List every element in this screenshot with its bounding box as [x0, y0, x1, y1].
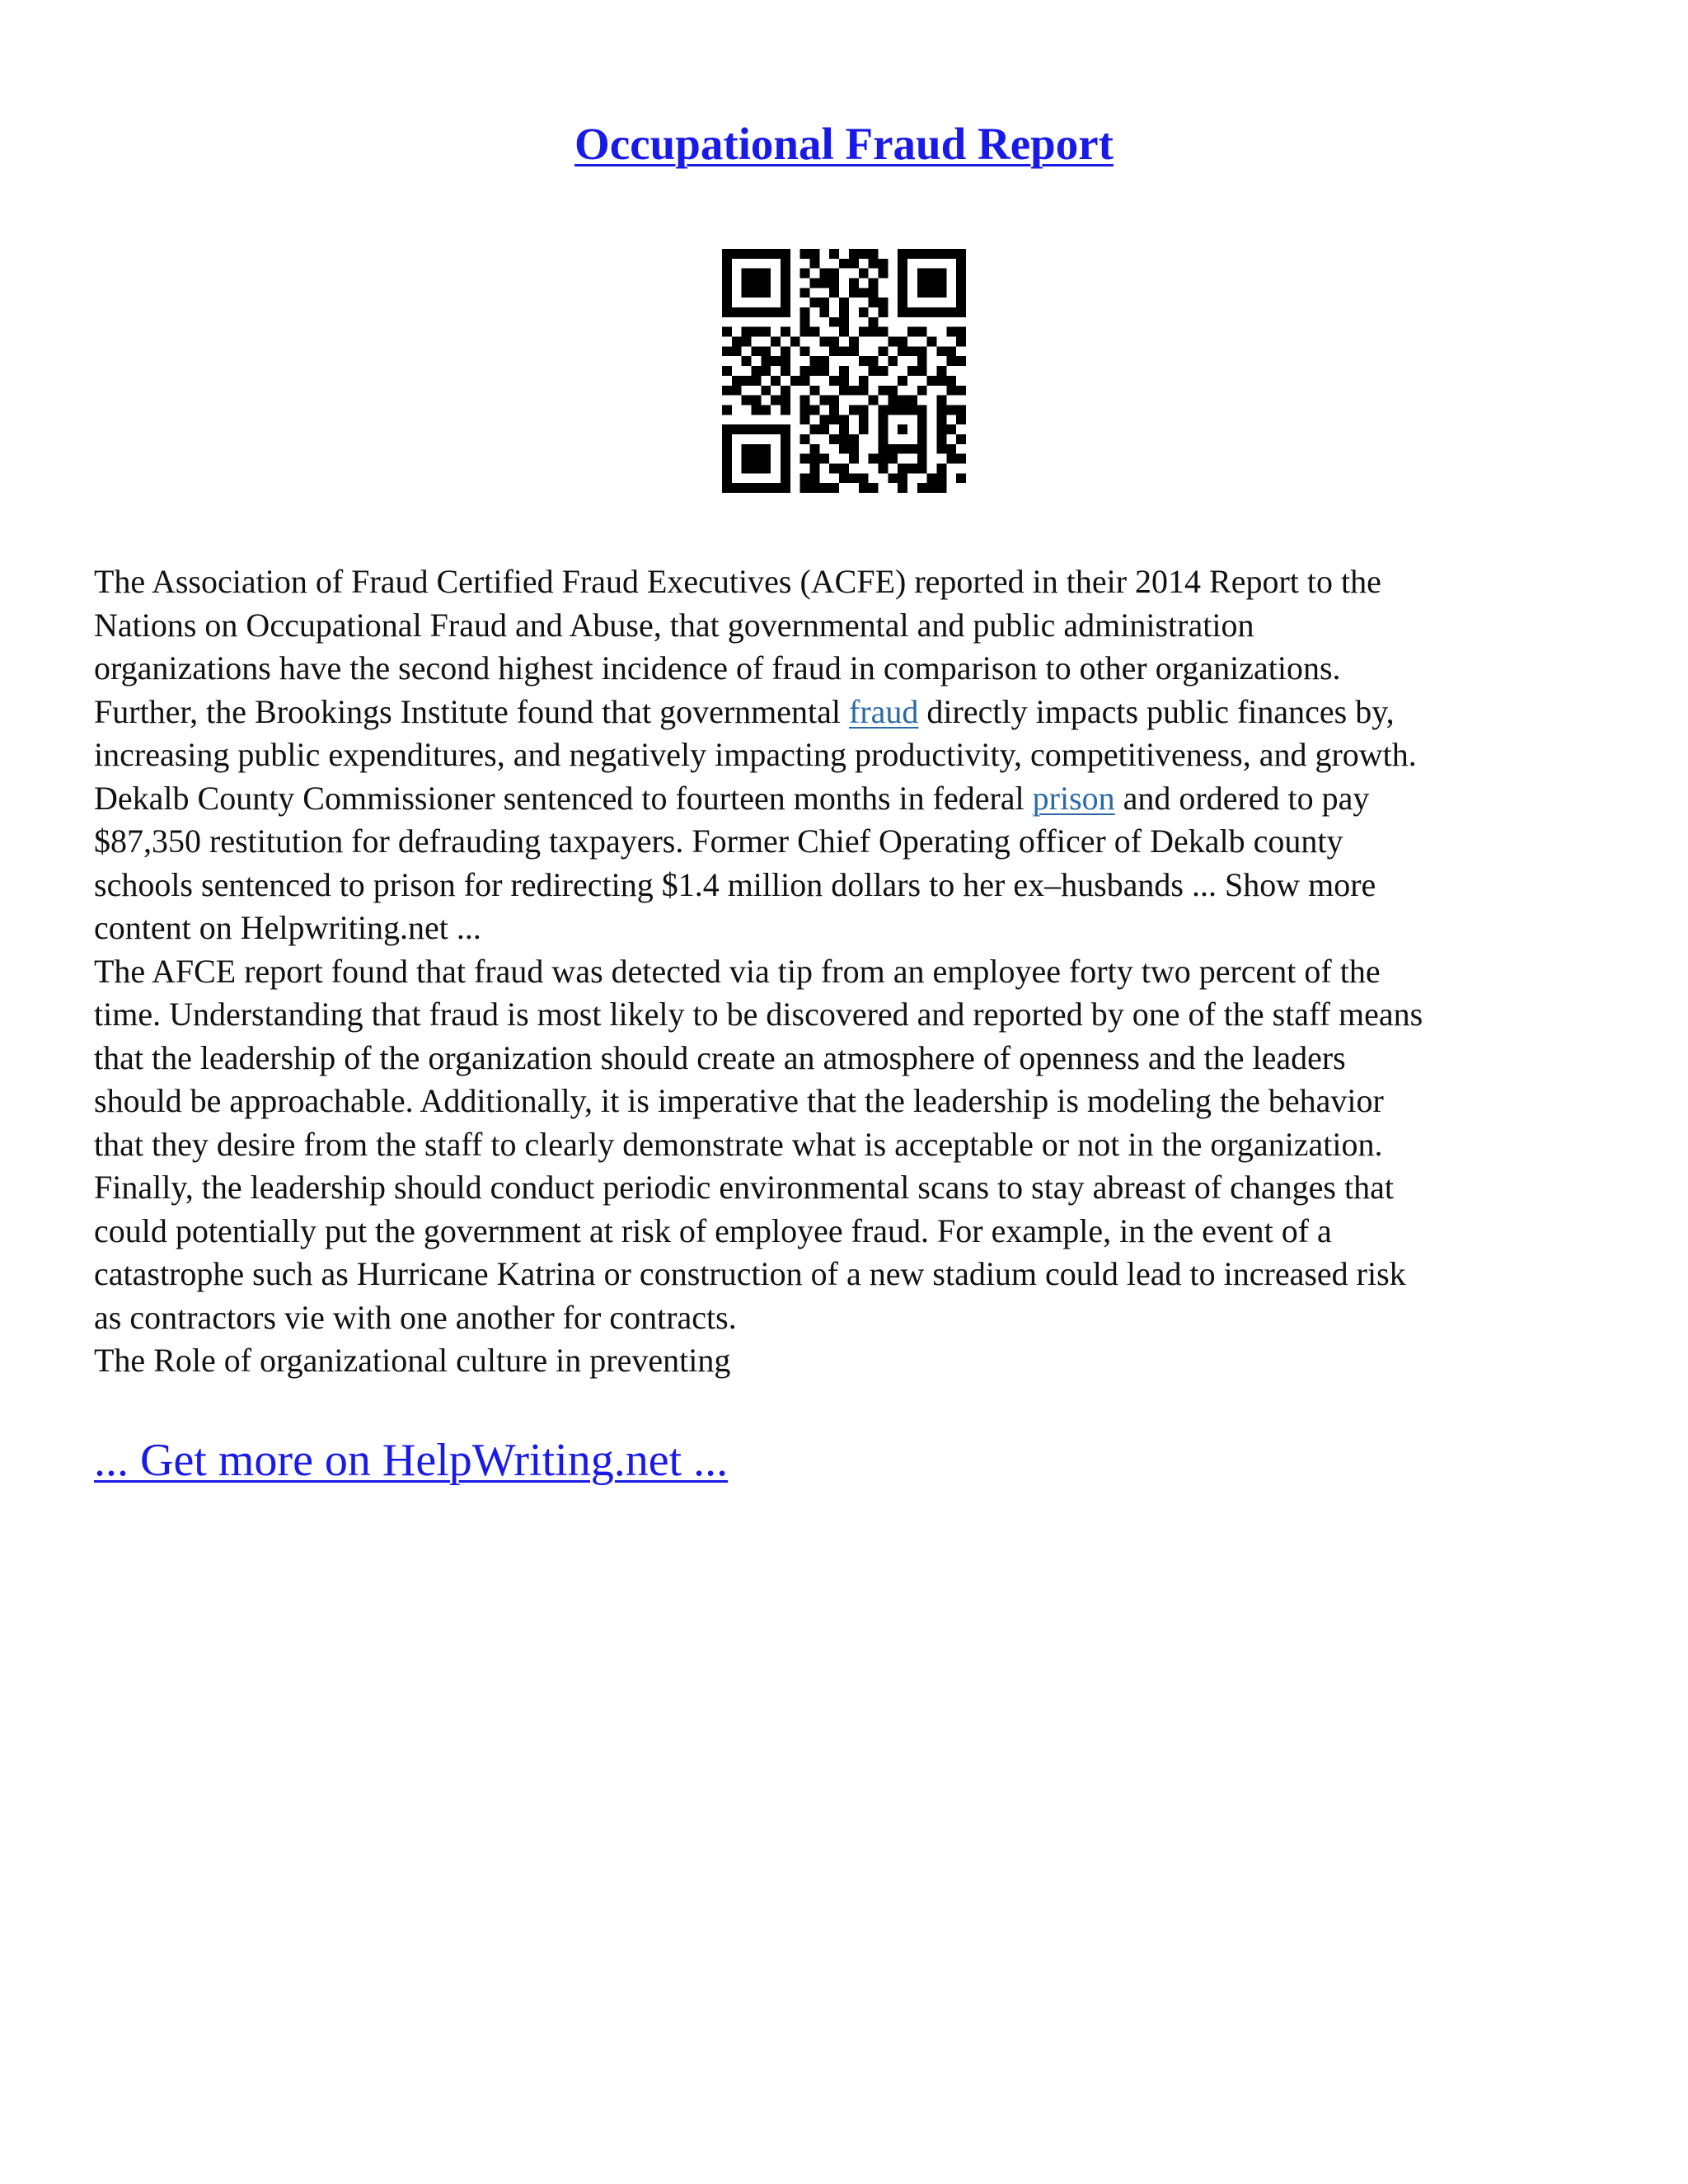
prison-link[interactable]: prison	[1032, 779, 1115, 817]
article-body	[94, 560, 1602, 1383]
fraud-link[interactable]: fraud	[849, 692, 919, 730]
paragraph-2-line: that the leadership of the organization should create an atmosphere of openness and the leaders	[94, 1038, 1346, 1076]
paragraph-1-line	[94, 691, 1602, 734]
text-segment: and ordered to pay	[1114, 779, 1370, 817]
paragraph-1-line: $87,350 restitution for defrauding taxpayers. Former Chief Operating officer of Dekalb county	[94, 823, 1343, 860]
text-segment: directly impacts public finances by,	[918, 692, 1395, 730]
paragraph-1-line: organizations have the second highest incidence of fraud in comparison to other organizations.	[94, 649, 1341, 687]
paragraph-1-line: The Association of Fraud Certified Fraud Executives (ACFE) reported in their 2014 Report to the	[94, 563, 1381, 600]
paragraph-1-line: schools sentenced to prison for redirecting $1.4 million dollars to her ex–husbands ... Show more	[94, 865, 1376, 903]
qr-code-icon	[722, 249, 966, 493]
paragraph-1-line	[94, 777, 1602, 821]
paragraph-2-line: could potentially put the government at risk of employee fraud. For example, in the event of a	[94, 1212, 1332, 1249]
text-segment: Further, the Brookings Institute found that governmental	[94, 692, 850, 730]
paragraph-2-line: The AFCE report found that fraud was detected via tip from an employee forty two percent of the	[94, 952, 1381, 990]
get-more-link[interactable]: ... Get more on HelpWriting.net ...	[94, 1435, 729, 1486]
paragraph-1-line: content on Helpwriting.net ...	[94, 909, 481, 946]
text-segment: Dekalb County Commissioner sentenced to fourteen months in federal	[94, 779, 1033, 817]
paragraph-2-line: catastrophe such as Hurricane Katrina or construction of a new stadium could lead to increased risk	[94, 1255, 1406, 1292]
paragraph-2-line: that they desire from the staff to clearly demonstrate what is acceptable or not in the organization.	[94, 1125, 1383, 1163]
paragraph-2-line: should be approachable. Additionally, it is imperative that the leadership is modeling the behavior	[94, 1082, 1384, 1119]
paragraph-1-line: Nations on Occupational Fraud and Abuse, that governmental and public administration	[94, 606, 1254, 644]
paragraph-2-line: time. Understanding that fraud is most likely to be discovered and reported by one of the staff means	[94, 996, 1423, 1033]
paragraph-1-line: increasing public expenditures, and negatively impacting productivity, competitiveness, and growth.	[94, 736, 1417, 773]
page-title	[0, 117, 1688, 171]
title-link[interactable]: Occupational Fraud Report	[574, 119, 1114, 169]
get-more-section	[94, 1432, 728, 1488]
paragraph-2-line: as contractors vie with one another for contracts.	[94, 1298, 737, 1336]
paragraph-3-line: The Role of organizational culture in preventing	[94, 1342, 731, 1379]
paragraph-2-line: Finally, the leadership should conduct periodic environmental scans to stay abreast of changes that	[94, 1169, 1394, 1206]
